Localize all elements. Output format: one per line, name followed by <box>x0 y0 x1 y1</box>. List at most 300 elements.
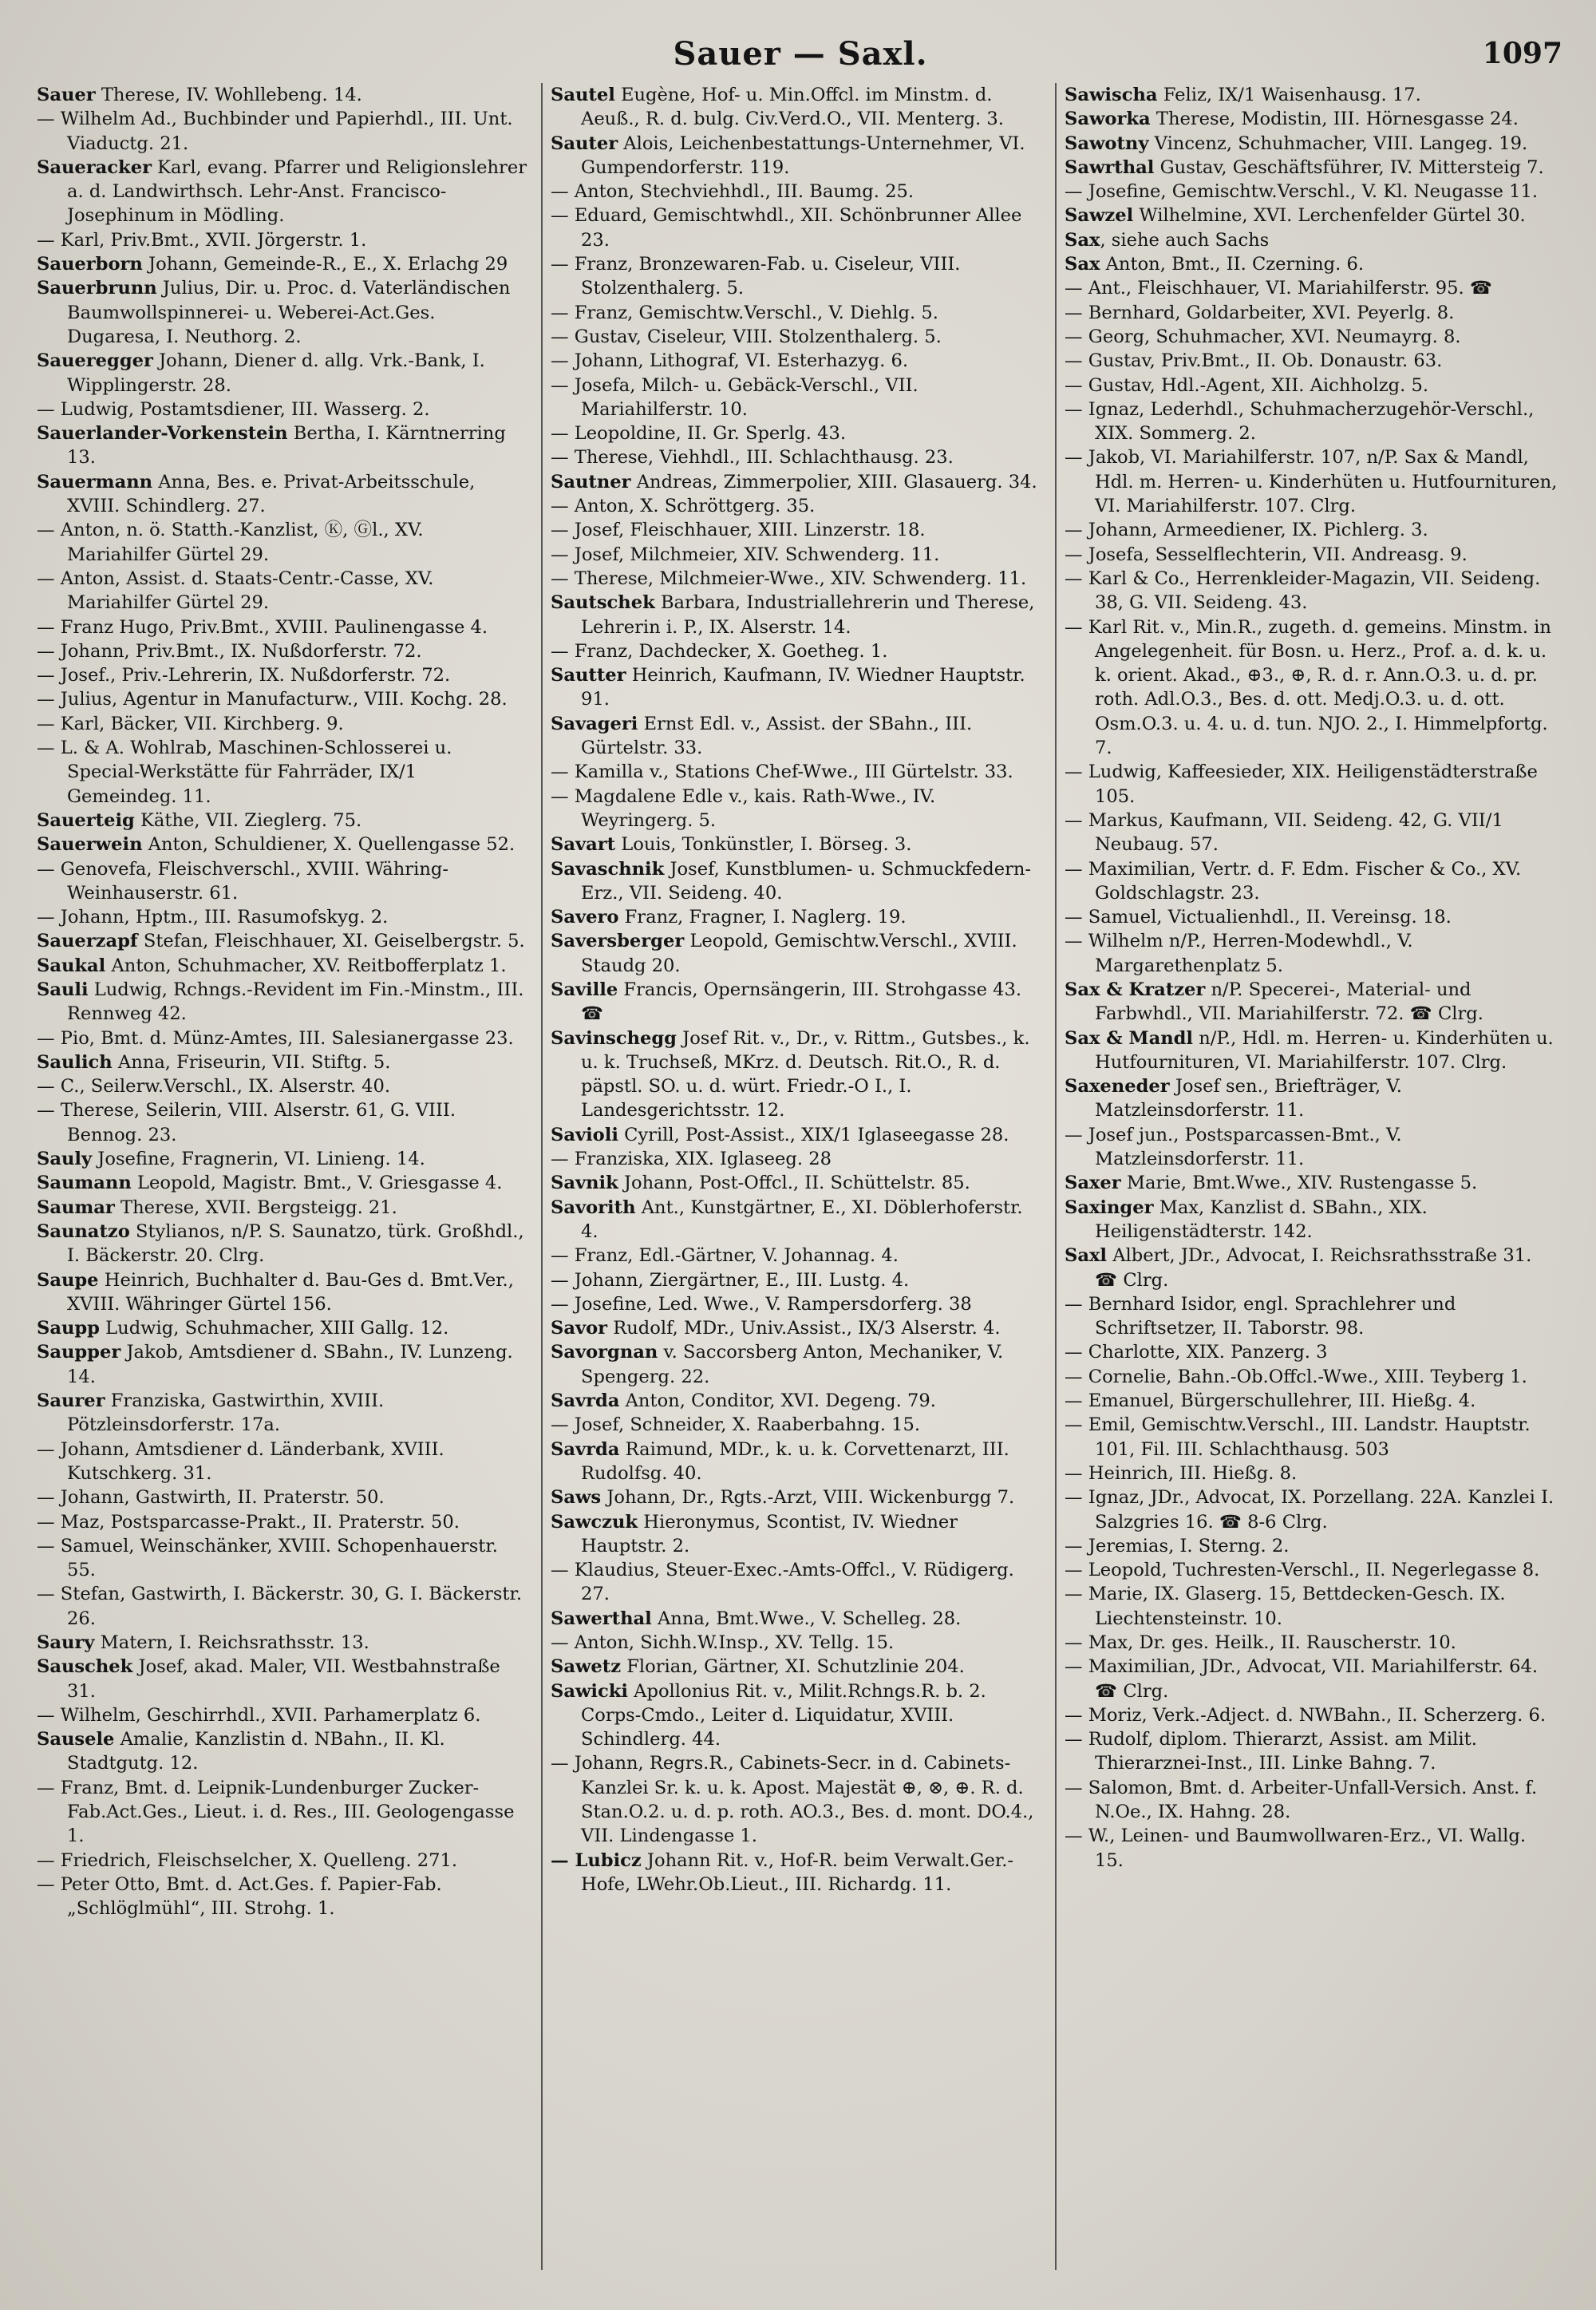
directory-entry <box>551 857 1044 906</box>
entry-text: — Therese, Milchmeier-Wwe., XIV. Schwenderg. 11. <box>551 568 1027 589</box>
directory-entry <box>1065 1389 1558 1413</box>
directory-entry <box>551 1147 1044 1171</box>
directory-entry <box>37 276 530 349</box>
entry-text: — Josef, Fleischhauer, XIII. Linzerstr. 18. <box>551 520 926 541</box>
entry-text: Therese, Modistin, III. Hörnesgasse 24. <box>1150 109 1519 130</box>
directory-entry <box>1065 1534 1558 1558</box>
entry-text: Louis, Tonkünstler, I. Börseg. 3. <box>615 834 912 856</box>
directory-entry <box>37 1776 530 1849</box>
entry-text: — Magdalene Edle v., kais. Rath-Wwe., IV. Weyringerg. 5. <box>551 785 936 831</box>
directory-entry <box>1065 1776 1558 1825</box>
entry-surname: Saury <box>37 1632 95 1653</box>
entry-text: Karl, evang. Pfarrer und Religionslehrer a. d. Landwirthsch. Lehr-Anst. Francisco-Josephinum in Mödling. <box>67 156 527 227</box>
directory-entry <box>1065 978 1558 1026</box>
directory-entry <box>1065 1727 1558 1776</box>
directory-entry <box>551 1026 1044 1123</box>
directory-entry <box>1065 325 1558 349</box>
entry-text: — Gustav, Hdl.-Agent, XII. Aichholzg. 5. <box>1065 374 1429 396</box>
entry-text: Ernst Edl. v., Assist. der SBahn., III. Gürtelstr. 33. <box>581 713 973 759</box>
entry-text: Stefan, Fleischhauer, XI. Geiselbergstr. 5. <box>137 931 525 952</box>
directory-entry <box>37 1171 530 1195</box>
entry-surname: Sauerborn <box>37 254 143 275</box>
directory-entry <box>1065 518 1558 542</box>
directory-entry <box>1065 83 1558 107</box>
entry-surname: Saurer <box>37 1390 105 1412</box>
directory-entry <box>551 591 1044 639</box>
entry-text: — Klaudius, Steuer-Exec.-Amts-Offcl., V. Rüdigerg. 27. <box>551 1560 1014 1605</box>
directory-entry <box>1065 204 1558 227</box>
entry-text: — Samuel, Victualienhdl., II. Vereinsg. 18. <box>1065 907 1452 928</box>
directory-entry <box>551 83 1044 132</box>
entry-text: Anna, Bmt.Wwe., V. Schelleg. 28. <box>651 1608 962 1629</box>
directory-entry <box>37 1727 530 1776</box>
entry-text: — Max, Dr. ges. Heilk., II. Rauscherstr. 10. <box>1065 1632 1456 1653</box>
directory-entry <box>551 1558 1044 1607</box>
entry-text: — Karl & Co., Herrenkleider-Magazin, VII. Seideng. 38, G. VII. Seideng. 43. <box>1065 568 1541 614</box>
directory-entry <box>1065 857 1558 906</box>
entry-text: — Emanuel, Bürgerschullehrer, III. Hießg. 4. <box>1065 1390 1476 1412</box>
entry-text: — Ignaz, JDr., Advocat, IX. Porzellang. 22A. Kanzlei I. Salzgries 16. ☎ 8-6 Clrg. <box>1065 1487 1555 1533</box>
entry-text: — Leopoldine, II. Gr. Sperlg. 43. <box>551 423 847 445</box>
directory-entry <box>37 1026 530 1050</box>
entry-text: — Ignaz, Lederhdl., Schuhmacherzugehör-Verschl., XIX. Sommerg. 2. <box>1065 398 1535 445</box>
entry-surname: Sautschek <box>551 592 655 614</box>
entry-text: Therese, XVII. Bergsteigg. 21. <box>114 1197 397 1218</box>
entry-text: — Julius, Agentur in Manufacturw., VIII. Kochg. 28. <box>37 689 508 710</box>
entry-text: Hieronymus, Scontist, IV. Wiedner Hauptstr. 2. <box>581 1511 958 1556</box>
directory-entry <box>37 1340 530 1389</box>
entry-text: — Genovefa, Fleischverschl., XVIII. Währing-Weinhauserstr. 61. <box>37 858 448 904</box>
entry-surname: Saworka <box>1065 109 1151 130</box>
directory-entry <box>1065 107 1558 131</box>
entry-surname: Sauly <box>37 1149 93 1170</box>
entry-text: Marie, Bmt.Wwe., XIV. Rustengasse 5. <box>1120 1173 1478 1194</box>
directory-entry <box>1065 1582 1558 1631</box>
entry-text: Johann Rit. v., Hof-R. beim Verwalt.Ger.-Hofe, LWehr.Ob.Lieut., III. Richardg. 11. <box>581 1849 1014 1895</box>
directory-entry <box>551 518 1044 542</box>
directory-entry <box>551 833 1044 856</box>
directory-entry <box>1065 1631 1558 1655</box>
directory-entry <box>1065 1558 1558 1582</box>
directory-entry <box>37 1196 530 1220</box>
directory-entry <box>37 712 530 736</box>
entry-text: — Cornelie, Bahn.-Ob.Offcl.-Wwe., XIII. Teyberg 1. <box>1065 1366 1527 1387</box>
entry-text: — Anton, n. ö. Statth.-Kanzlist, Ⓚ, Ⓖl., XV. Mariahilfer Gürtel 29. <box>37 520 424 565</box>
directory-entry <box>551 1679 1044 1752</box>
entry-text: — W., Leinen- und Baumwollwaren-Erz., VI. Wallg. 15. <box>1065 1825 1527 1871</box>
entry-text: Josef, akad. Maler, VII. Westbahnstraße 31. <box>67 1656 500 1702</box>
entry-surname: Saupp <box>37 1318 100 1339</box>
entry-text: Therese, IV. Wohllebeng. 14. <box>95 85 362 105</box>
directory-entry <box>37 518 530 567</box>
directory-entry <box>37 1389 530 1438</box>
entry-text: Albert, JDr., Advocat, I. Reichsrathsstraße 31. ☎ Clrg. <box>1095 1245 1532 1291</box>
entry-text: — Ludwig, Postamtsdiener, III. Wasserg. 2. <box>37 398 430 420</box>
entry-surname: Sawetz <box>551 1656 622 1678</box>
entry-text: — Therese, Viehhdl., III. Schlachthausg. 23. <box>551 447 954 469</box>
entry-text: Heinrich, Kaufmann, IV. Wiedner Hauptstr. 91. <box>581 665 1025 710</box>
entry-surname: Sauerwein <box>37 834 143 856</box>
directory-entry <box>1065 1655 1558 1703</box>
directory-entry <box>551 1389 1044 1413</box>
directory-entry <box>551 1413 1044 1437</box>
entry-text: Anton, Bmt., II. Czerning. 6. <box>1100 254 1365 275</box>
entry-text: Andreas, Zimmerpolier, XIII. Glasauerg. 34. <box>630 471 1037 492</box>
directory-entry <box>1065 156 1558 180</box>
entry-text: Cyrill, Post-Assist., XIX/1 Iglaseegasse 28. <box>618 1124 1009 1145</box>
directory-entry <box>551 1631 1044 1655</box>
entry-text: Johann, Diener d. allg. Vrk.-Bank, I. Wipplingerstr. 28. <box>67 350 485 396</box>
entry-surname: Saville <box>551 979 618 1000</box>
directory-entry <box>1065 1703 1558 1727</box>
directory-entry <box>37 1098 530 1147</box>
directory-entry <box>37 905 530 929</box>
directory-entry <box>1065 1244 1558 1292</box>
entry-surname: Sawczuk <box>551 1511 638 1533</box>
entry-surname: Savero <box>551 907 619 928</box>
entry-text: Julius, Dir. u. Proc. d. Vaterländischen Baumwollspinnerei- u. Weberei-Act.Ges. Dugaresa, I. Neuthorg. 2. <box>67 278 511 347</box>
entry-text: — Wilhelm n/P., Herren-Modewhdl., V. Margarethenplatz 5. <box>1065 931 1413 976</box>
entry-text: Anna, Bes. e. Privat-Arbeitsschule, XVIII. Schindlerg. 27. <box>67 471 476 517</box>
entry-text: — Franziska, XIX. Iglaseeg. 28 <box>551 1149 832 1170</box>
directory-entry <box>551 494 1044 518</box>
entry-text: Rudolf, MDr., Univ.Assist., IX/3 Alserstr. 4. <box>607 1318 1001 1339</box>
entry-text: — Josef jun., Postsparcassen-Bmt., V. Matzleinsdorferstr. 11. <box>1065 1124 1402 1170</box>
entry-text: — Johann, Gastwirth, II. Praterstr. 50. <box>37 1487 385 1509</box>
entry-text: — Anton, Stechviehhdl., III. Baumg. 25. <box>551 181 915 203</box>
entry-surname: Savrda <box>551 1438 620 1460</box>
directory-entry <box>551 252 1044 301</box>
directory-entry <box>551 1196 1044 1244</box>
directory-entry <box>551 325 1044 349</box>
directory-entry <box>1065 374 1558 398</box>
entry-text: — Gustav, Ciseleur, VIII. Stolzenthalerg. 5. <box>551 326 942 347</box>
directory-entry <box>551 180 1044 204</box>
entry-text: Heinrich, Buchhalter d. Bau-Ges d. Bmt.Ver., XVIII. Währinger Gürtel 156. <box>67 1269 514 1315</box>
directory-entry <box>1065 301 1558 325</box>
entry-text: — C., Seilerw.Verschl., IX. Alserstr. 40. <box>37 1076 391 1098</box>
directory-entry <box>37 1631 530 1655</box>
entry-text: — Salomon, Bmt. d. Arbeiter-Unfall-Versich. Anst. f. N.Oe., IX. Hahng. 28. <box>1065 1777 1538 1823</box>
entry-text: — Markus, Kaufmann, VII. Seideng. 42, G. VII/1 Neubaug. 57. <box>1065 809 1503 856</box>
entry-text: — Josefa, Milch- u. Gebäck-Verschl., VII. Mariahilferstr. 10. <box>551 374 918 420</box>
directory-entry <box>1065 1340 1558 1364</box>
entry-text: Eugène, Hof- u. Min.Offcl. im Minstm. d. Aeuß., R. d. bulg. Civ.Verd.O., VII. Menterg. 3. <box>581 85 1004 130</box>
entry-surname: Savorith <box>551 1197 636 1218</box>
entry-text: — Anton, Assist. d. Staats-Centr.-Casse, XV. Mariahilfer Gürtel 29. <box>37 568 434 614</box>
entry-text: — Anton, X. Schröttgerg. 35. <box>551 496 816 517</box>
directory-entry <box>551 1438 1044 1486</box>
directory-entry <box>551 301 1044 325</box>
directory-entry <box>37 1147 530 1171</box>
directory-entry <box>1065 228 1558 252</box>
entry-surname: Sawicki <box>551 1680 628 1702</box>
directory-entry <box>37 398 530 421</box>
directory-entry <box>551 1655 1044 1679</box>
directory-entry <box>37 954 530 978</box>
directory-entry <box>37 1050 530 1074</box>
entry-text: — Jakob, VI. Mariahilferstr. 107, n/P. Sax & Mandl, Hdl. m. Herren- u. Kinderhüten u. Hutfournituren, VI. Mariahilferstr. 107. Clrg. <box>1065 447 1558 517</box>
entry-surname: Savart <box>551 834 616 856</box>
entry-text: — Friedrich, Fleischselcher, X. Quelleng. 271. <box>37 1849 458 1871</box>
entry-text: Wilhelmine, XVI. Lerchenfelder Gürtel 30. <box>1133 205 1526 227</box>
directory-entry <box>551 1123 1044 1147</box>
entry-surname: — Lubicz <box>551 1849 642 1871</box>
directory-entry <box>551 1485 1044 1509</box>
entry-surname: Savor <box>551 1318 608 1339</box>
directory-entry <box>551 663 1044 712</box>
entry-text: — Maximilian, Vertr. d. F. Edm. Fischer & Co., XV. Goldschlagstr. 23. <box>1065 858 1522 904</box>
entry-surname: Sawotny <box>1065 133 1149 154</box>
entry-text: Amalie, Kanzlistin d. NBahn., II. Kl. Stadtgutg. 12. <box>67 1729 445 1774</box>
entry-text: — Maximilian, JDr., Advocat, VII. Mariahilferstr. 64. ☎ Clrg. <box>1065 1656 1539 1702</box>
entry-text: v. Saccorsberg Anton, Mechaniker, V. Spengerg. 22. <box>581 1342 1004 1387</box>
directory-entry <box>37 639 530 663</box>
directory-entry <box>551 905 1044 929</box>
entry-surname: Savinschegg <box>551 1027 677 1049</box>
directory-entry <box>37 833 530 856</box>
directory-entry <box>551 1268 1044 1292</box>
entry-surname: Saxinger <box>1065 1197 1154 1218</box>
entry-text: Josef sen., Briefträger, V. Matzleinsdorferstr. 11. <box>1095 1076 1402 1121</box>
entry-text: — Franz, Dachdecker, X. Goetheg. 1. <box>551 640 888 662</box>
directory-entry <box>1065 543 1558 567</box>
entry-surname: Saxl <box>1065 1245 1108 1267</box>
entry-surname: Saxeneder <box>1065 1076 1170 1098</box>
columns-container <box>32 83 1569 2270</box>
entry-text: — Peter Otto, Bmt. d. Act.Ges. f. Papier-Fab. „Schlöglmühl“, III. Strohg. 1. <box>37 1873 442 1920</box>
entry-text: — Moriz, Verk.-Adject. d. NWBahn., II. Scherzerg. 6. <box>1065 1704 1547 1726</box>
entry-text: Apollonius Rit. v., Milit.Rchngs.R. b. 2. Corps-Cmdo., Leiter d. Liquidatur, XVIII. Schindlerg. 44. <box>581 1680 986 1750</box>
page-number: 1097 <box>1482 37 1562 70</box>
directory-entry <box>551 1316 1044 1340</box>
directory-entry <box>37 1316 530 1340</box>
directory-entry <box>1065 809 1558 857</box>
entry-surname: Sauerlander-Vorkenstein <box>37 423 288 445</box>
entry-text: — Ant., Fleischhauer, VI. Mariahilferstr. 95. ☎ <box>1065 278 1493 299</box>
entry-text: — Ludwig, Kaffeesieder, XIX. Heiligenstädterstraße 105. <box>1065 761 1538 807</box>
directory-entry <box>551 445 1044 469</box>
directory-entry <box>37 1074 530 1098</box>
directory-entry <box>37 228 530 252</box>
directory-entry <box>551 1607 1044 1631</box>
page-header <box>32 35 1569 75</box>
entry-text: — Eduard, Gemischtwhdl., XII. Schönbrunner Allee 23. <box>551 205 1022 251</box>
entry-text: Raimund, MDr., k. u. k. Corvettenarzt, III. Rudolfsg. 40. <box>581 1438 1009 1484</box>
entry-surname: Saupe <box>37 1269 99 1291</box>
directory-entry <box>37 1268 530 1317</box>
entry-surname: Saumar <box>37 1197 115 1218</box>
entry-text: — Samuel, Weinschänker, XVIII. Schopenhauerstr. 55. <box>37 1535 498 1581</box>
entry-text: Max, Kanzlist d. SBahn., XIX. Heiligenstädterstr. 142. <box>1095 1197 1428 1242</box>
entry-surname: Sawrthal <box>1065 156 1155 178</box>
directory-entry <box>1065 1292 1558 1341</box>
directory-entry <box>551 712 1044 761</box>
entry-surname: Saupper <box>37 1342 121 1363</box>
directory-entry <box>551 374 1044 422</box>
entry-text: Josef Rit. v., Dr., v. Rittm., Gutsbes., k. u. k. Truchseß, MKrz. d. Deutsch. Rit.O., R. d. päpstl. SO. u. d. würt. Friedr.-O I., I. Landesgerichtsstr. 12. <box>581 1027 1030 1121</box>
directory-entry <box>37 687 530 711</box>
entry-text: — L. & A. Wohlrab, Maschinen-Schlosserei u. Special-Werkstätte für Fahrräder, IX/1 Gemeindeg. 11. <box>37 738 452 807</box>
directory-entry <box>1065 760 1558 809</box>
entry-surname: Savorgnan <box>551 1342 658 1363</box>
entry-text: Anton, Schuldiener, X. Quellengasse 52. <box>142 834 516 856</box>
directory-entry <box>551 1849 1044 1897</box>
entry-text: — Josefa, Sesselflechterin, VII. Andreasg. 9. <box>1065 544 1468 565</box>
directory-entry <box>37 1220 530 1268</box>
entry-text: — Stefan, Gastwirth, I. Bäckerstr. 30, G. I. Bäckerstr. 26. <box>37 1584 523 1629</box>
directory-entry <box>1065 615 1558 761</box>
entry-text: — Wilhelm Ad., Buchbinder und Papierhdl., III. Unt. Viaductg. 21. <box>37 109 513 154</box>
entry-surname: Sautter <box>551 665 626 686</box>
entry-text: — Marie, IX. Glaserg. 15, Bettdecken-Gesch. IX. Liechtensteinstr. 10. <box>1065 1584 1506 1629</box>
entry-text: Franz, Fragner, I. Naglerg. 19. <box>618 907 907 928</box>
entry-surname: Sauerzapf <box>37 931 138 952</box>
directory-entry <box>1065 445 1558 518</box>
entry-text: n/P. Specerei-, Material- und Farbwhdl., VII. Mariahilferstr. 72. ☎ Clrg. <box>1095 979 1483 1025</box>
entry-surname: Sauter <box>551 133 618 154</box>
directory-entry <box>37 1849 530 1873</box>
directory-entry <box>1065 180 1558 204</box>
directory-entry <box>1065 349 1558 373</box>
directory-entry <box>551 543 1044 567</box>
entry-text: Francis, Opernsängerin, III. Strohgasse 43. ☎ <box>581 979 1022 1025</box>
directory-entry <box>37 349 530 398</box>
entry-text: — Karl Rit. v., Min.R., zugeth. d. gemeins. Minstm. in Angelegenheit. für Bosn. u. Herz., Prof. a. d. k. u. k. orient. Akad., ⊕3., ⊕, R. d. r. Ann.O.3. u. d. pr. roth. Adl.O.3., Bes. d. ott. Medj.O.3. u. d. ott. Osm.O.3. u. 4. u. d. tun. NJO. 2., I. Himmelpfortg. 7. <box>1065 616 1551 759</box>
entry-surname: Sauerteig <box>37 809 135 831</box>
entry-text: Ludwig, Rchngs.-Revident im Fin.-Minstm., III. Rennweg 42. <box>67 979 524 1025</box>
directory-entry <box>1065 1123 1558 1172</box>
entry-text: , siehe auch Sachs <box>1100 229 1270 251</box>
entry-text: Feliz, IX/1 Waisenhausg. 17. <box>1157 85 1421 105</box>
entry-surname: Sausele <box>37 1729 115 1750</box>
entry-text: Matern, I. Reichsrathsstr. 13. <box>94 1632 369 1653</box>
entry-text: Leopold, Gemischtw.Verschl., XVIII. Staudg 20. <box>581 931 1017 976</box>
entry-surname: Sax <box>1065 254 1100 275</box>
entry-text: Vincenz, Schuhmacher, VIII. Langeg. 19. <box>1148 133 1528 154</box>
entry-text: Johann, Post-Offcl., II. Schüttelstr. 85. <box>618 1173 970 1194</box>
entry-text: — Franz, Bmt. d. Leipnik-Lundenburger Zucker-Fab.Act.Ges., Lieut. i. d. Res., III. Geologengasse 1. <box>37 1777 515 1847</box>
directory-entry <box>551 1340 1044 1389</box>
directory-entry <box>1065 398 1558 446</box>
directory-entry <box>37 809 530 833</box>
entry-text: Käthe, VII. Zieglerg. 75. <box>134 809 362 831</box>
entry-text: — Johann, Priv.Bmt., IX. Nußdorferstr. 72. <box>37 640 422 662</box>
directory-entry <box>1065 1462 1558 1485</box>
entry-surname: Sax & Mandl <box>1065 1027 1194 1049</box>
directory-entry <box>1065 252 1558 276</box>
entry-text: Johann, Dr., Rgts.-Arzt, VIII. Wickenburgg 7. <box>601 1487 1015 1509</box>
entry-text: Florian, Gärtner, XI. Schutzlinie 204. <box>621 1656 965 1678</box>
entry-text: — Bernhard Isidor, engl. Sprachlehrer und Schriftsetzer, II. Taborstr. 98. <box>1065 1293 1456 1339</box>
entry-text: — Johann, Lithograf, VI. Esterhazyg. 6. <box>551 350 909 372</box>
directory-entry <box>1065 1074 1558 1123</box>
entry-surname: Saversberger <box>551 931 685 952</box>
entry-text: Bertha, I. Kärntnerring 13. <box>67 423 506 469</box>
entry-text: — Heinrich, III. Hießg. 8. <box>1065 1462 1298 1484</box>
entry-surname: Saxer <box>1065 1173 1121 1194</box>
entry-surname: Sauer <box>37 85 96 105</box>
directory-entry <box>37 1485 530 1509</box>
directory-entry <box>37 929 530 953</box>
entry-text: — Charlotte, XIX. Panzerg. 3 <box>1065 1342 1328 1363</box>
entry-surname: Savrda <box>551 1390 620 1412</box>
directory-entry <box>37 1655 530 1703</box>
directory-entry <box>551 204 1044 252</box>
entry-text: — Therese, Seilerin, VIII. Alserstr. 61, G. VIII. Bennog. 23. <box>37 1100 456 1145</box>
entry-surname: Sawerthal <box>551 1608 652 1629</box>
entry-text: — Josef., Priv.-Lehrerin, IX. Nußdorferstr. 72. <box>37 665 451 686</box>
entry-text: Ant., Kunstgärtner, E., XI. Döblerhoferstr. 4. <box>581 1197 1023 1242</box>
entry-text: Josefine, Fragnerin, VI. Linieng. 14. <box>92 1149 425 1170</box>
entry-surname: Sawischa <box>1065 85 1158 105</box>
entry-text: n/P., Hdl. m. Herren- u. Kinderhüten u. Hutfournituren, VI. Mariahilferstr. 107. Clrg. <box>1095 1027 1554 1073</box>
entry-text: — Franz, Edl.-Gärtner, V. Johannag. 4. <box>551 1245 899 1267</box>
directory-entry <box>1065 1196 1558 1244</box>
entry-surname: Saueregger <box>37 350 153 372</box>
directory-entry <box>37 252 530 276</box>
entry-surname: Saumann <box>37 1173 132 1194</box>
entry-surname: Savnik <box>551 1173 618 1194</box>
entry-surname: Sauerbrunn <box>37 278 157 299</box>
directory-entry <box>37 107 530 156</box>
entry-text: Alois, Leichenbestattungs-Unternehmer, VI. Gumpendorferstr. 119. <box>581 133 1025 178</box>
entry-surname: Sauermann <box>37 471 153 492</box>
entry-text: — Johann, Regrs.R., Cabinets-Secr. in d. Cabinets-Kanzlei Sr. k. u. k. Apost. Majestät ⊕, ⊗, ⊕. R. d. Stan.O.2. u. d. p. roth. AO.3., Bes. d. mont. DO.4., VII. Lindengasse 1. <box>551 1753 1034 1847</box>
directory-entry <box>551 421 1044 445</box>
entry-text: Anton, Conditor, XVI. Degeng. 79. <box>619 1390 936 1412</box>
entry-text: — Johann, Ziergärtner, E., III. Lustg. 4. <box>551 1269 910 1291</box>
directory-entry <box>1065 276 1558 300</box>
directory-entry <box>37 857 530 906</box>
column-1 <box>32 83 541 2270</box>
directory-entry <box>37 83 530 107</box>
entry-text: — Anton, Sichh.W.Insp., XV. Tellg. 15. <box>551 1632 895 1653</box>
entry-text: — Pio, Bmt. d. Münz-Amtes, III. Salesianergasse 23. <box>37 1027 514 1049</box>
entry-text: — Josef, Milchmeier, XIV. Schwenderg. 11. <box>551 544 940 565</box>
directory-entry <box>37 615 530 639</box>
entry-surname: Saulich <box>37 1051 113 1073</box>
running-title: Sauer — Saxl. <box>673 35 928 73</box>
entry-text: — Josefine, Led. Wwe., V. Rampersdorferg. 38 <box>551 1293 972 1315</box>
entry-text: — Franz Hugo, Priv.Bmt., XVIII. Paulinengasse 4. <box>37 616 488 638</box>
directory-entry <box>37 1873 530 1921</box>
directory-entry <box>1065 567 1558 615</box>
directory-entry <box>37 421 530 470</box>
entry-text: — Rudolf, diplom. Thierarzt, Assist. am Milit. Thierarznei-Inst., III. Linke Bahng. 7. <box>1065 1729 1477 1774</box>
directory-entry <box>551 1751 1044 1848</box>
entry-text: — Wilhelm, Geschirrhdl., XVII. Parhamerplatz 6. <box>37 1704 481 1726</box>
entry-text: — Franz, Bronzewaren-Fab. u. Ciseleur, VIII. Stolzenthalerg. 5. <box>551 254 961 299</box>
entry-text: — Bernhard, Goldarbeiter, XVI. Peyerlg. 8. <box>1065 302 1455 323</box>
entry-text: — Josefine, Gemischtw.Verschl., V. Kl. Neugasse 11. <box>1065 181 1539 203</box>
entry-text: Anna, Friseurin, VII. Stiftg. 5. <box>112 1051 391 1073</box>
directory-entry <box>37 1510 530 1534</box>
entry-surname: Savaschnik <box>551 858 665 880</box>
directory-entry <box>1065 905 1558 929</box>
entry-surname: Saunatzo <box>37 1220 130 1242</box>
directory-entry <box>551 785 1044 833</box>
directory-entry <box>551 567 1044 591</box>
entry-text: — Maz, Postsparcasse-Prakt., II. Praterstr. 50. <box>37 1511 460 1533</box>
directory-entry <box>551 470 1044 494</box>
entry-text: Johann, Gemeinde-R., E., X. Erlachg 29 <box>142 254 508 275</box>
entry-surname: Sauschek <box>37 1656 133 1678</box>
entry-text: — Johann, Hptm., III. Rasumofskyg. 2. <box>37 907 389 928</box>
directory-entry <box>1065 1026 1558 1075</box>
column-3 <box>1055 83 1569 2270</box>
entry-surname: Sax <box>1065 229 1100 251</box>
